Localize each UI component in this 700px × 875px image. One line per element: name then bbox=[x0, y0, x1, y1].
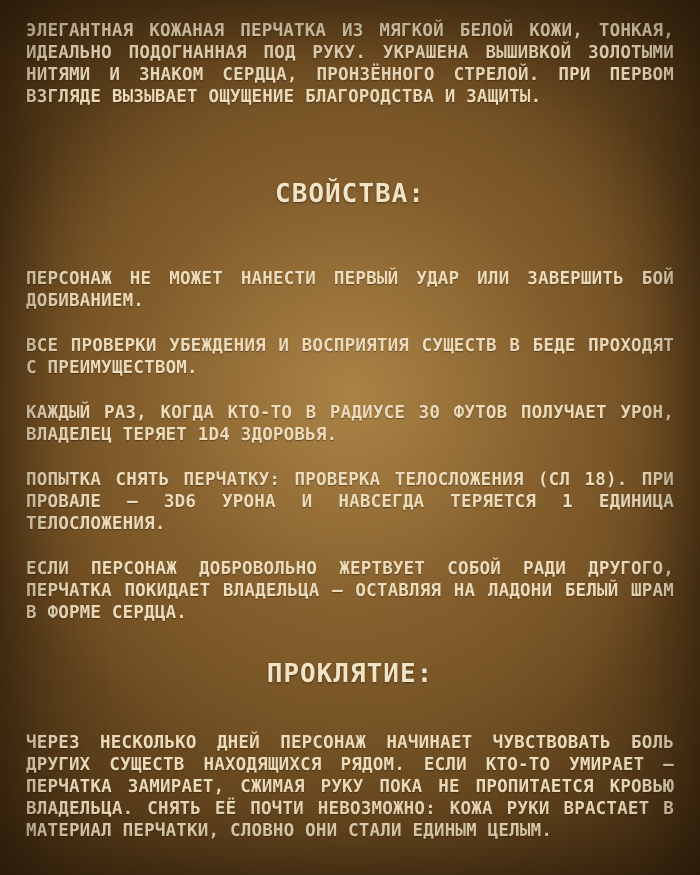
property-item: КАЖДЫЙ РАЗ, КОГДА КТО-ТО В РАДИУСЕ 30 ФУТОВ ПОЛУЧАЕТ УРОН, ВЛАДЕЛЕЦ ТЕРЯЕТ 1D4 ЗДОРОВЬЯ. bbox=[26, 403, 674, 445]
property-item: ПОПЫТКА СНЯТЬ ПЕРЧАТКУ: ПРОВЕРКА ТЕЛОСЛОЖЕНИЯ (СЛ 18). ПРИ ПРОВАЛЕ — 3D6 УРОНА И НАВСЕГДА ТЕРЯЕТСЯ 1 ЕДИНИЦА ТЕЛОСЛОЖЕНИЯ. bbox=[26, 470, 674, 534]
curse-heading: ПРОКЛЯТИЕ: bbox=[266, 659, 434, 689]
property-item: ВСЕ ПРОВЕРКИ УБЕЖДЕНИЯ И ВОСПРИЯТИЯ СУЩЕСТВ В БЕДЕ ПРОХОДЯТ С ПРЕИМУЩЕСТВОМ. bbox=[26, 336, 674, 378]
properties-heading: СВОЙСТВА: bbox=[275, 179, 425, 209]
item-description: ЭЛЕГАНТНАЯ КОЖАНАЯ ПЕРЧАТКА ИЗ МЯГКОЙ БЕЛОЙ КОЖИ, ТОНКАЯ, ИДЕАЛЬНО ПОДОГНАННАЯ ПОД РУКУ. УКРАШЕНА ВЫШИВКОЙ ЗОЛОТЫМИ НИТЯМИ И ЗНАКОМ СЕРДЦА, ПРОНЗЁННОГО СТРЕЛОЙ. ПРИ ПЕРВОМ ВЗГЛЯДЕ ВЫЗЫВАЕТ ОЩУЩЕНИЕ БЛАГОРОДСТВА И ЗАЩИТЫ. bbox=[26, 21, 674, 107]
curse-description: ЧЕРЕЗ НЕСКОЛЬКО ДНЕЙ ПЕРСОНАЖ НАЧИНАЕТ ЧУВСТВОВАТЬ БОЛЬ ДРУГИХ СУЩЕСТВ НАХОДЯЩИХСЯ РЯДОМ. ЕСЛИ КТО-ТО УМИРАЕТ — ПЕРЧАТКА ЗАМИРАЕТ, СЖИМАЯ РУКУ ПОКА НЕ ПРОПИТАЕТСЯ КРОВЬЮ ВЛАДЕЛЬЦА. СНЯТЬ ЕЁ ПОЧТИ НЕВОЗМОЖНО: КОЖА РУКИ ВРАСТАЕТ В МАТЕРИАЛ ПЕРЧАТКИ, СЛОВНО ОНИ СТАЛИ ЕДИНЫМ ЦЕЛЫМ. bbox=[26, 733, 674, 841]
property-item: ЕСЛИ ПЕРСОНАЖ ДОБРОВОЛЬНО ЖЕРТВУЕТ СОБОЙ РАДИ ДРУГОГО, ПЕРЧАТКА ПОКИДАЕТ ВЛАДЕЛЬЦА — ОСТАВЛЯЯ НА ЛАДОНИ БЕЛЫЙ ШРАМ В ФОРМЕ СЕРДЦА. bbox=[26, 559, 674, 623]
property-item: ПЕРСОНАЖ НЕ МОЖЕТ НАНЕСТИ ПЕРВЫЙ УДАР ИЛИ ЗАВЕРШИТЬ БОЙ ДОБИВАНИЕМ. bbox=[26, 269, 674, 311]
